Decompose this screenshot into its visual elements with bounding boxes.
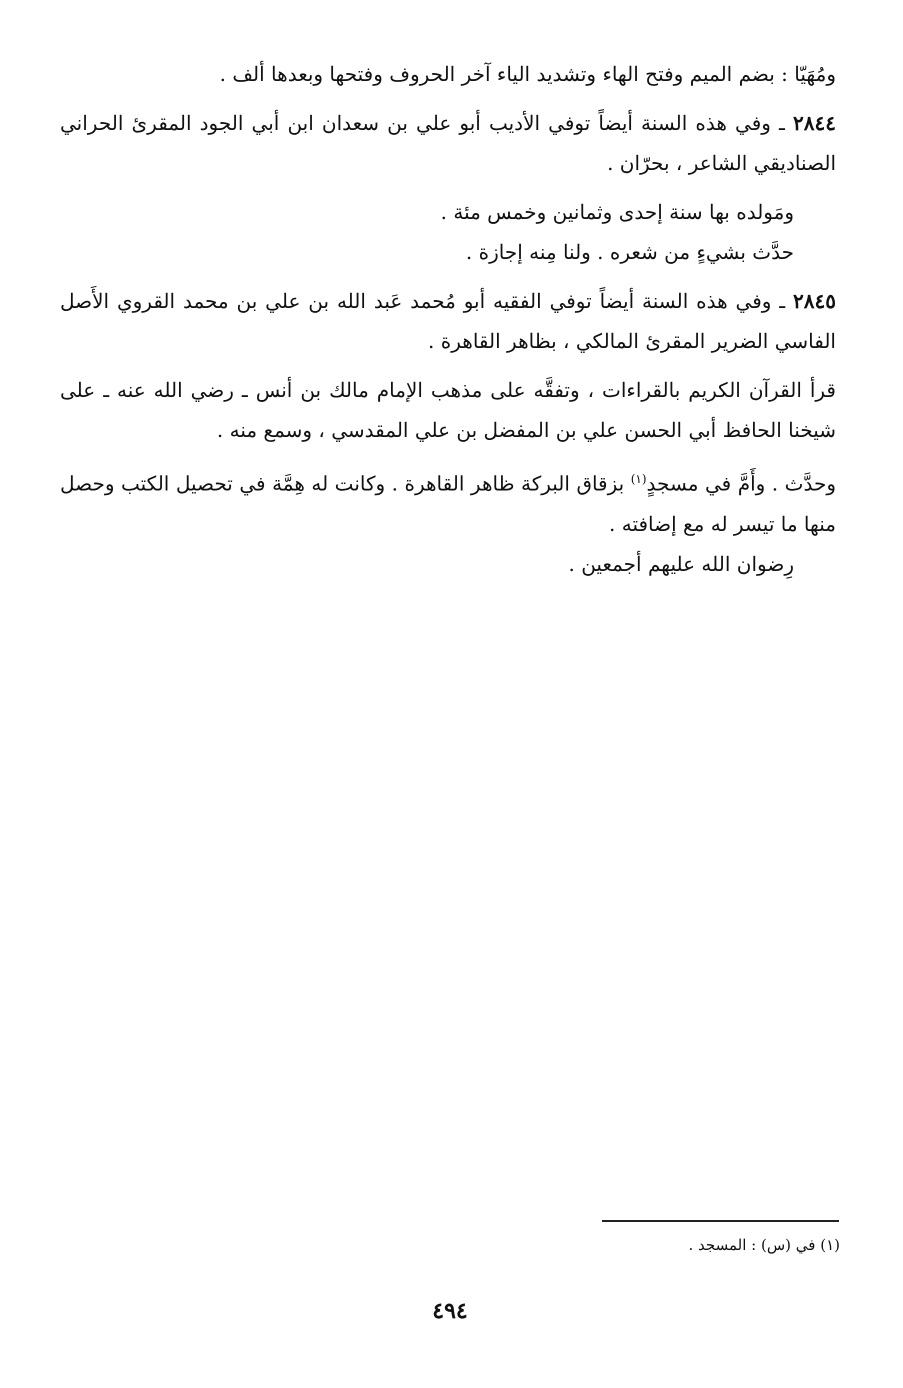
entry-2844-birth-text: ومَولده بها سنة إحدى وثمانين وخمس مئة . — [440, 200, 794, 224]
entry-2845-imam — [60, 459, 836, 544]
footnote-text: (١) في (س) : المسجد . — [688, 1236, 840, 1254]
entry-2845-closing — [60, 544, 836, 584]
paragraph-muhayya-text: ومُهَيّا : بضم الميم وفتح الهاء وتشديد الياء آخر الحروف وفتحها وبعدها ألف . — [219, 62, 836, 86]
entry-2844 — [60, 103, 836, 183]
entry-2845-study-text: قرأ القرآن الكريم بالقراءات ، وتفقَّه على مذهب الإمام مالك بن أنس ـ رضي الله عنه ـ على شيخنا الحافظ أبي الحسن علي بن المفضل بن علي المقدسي ، وسمع منه . — [60, 378, 836, 442]
entry-2844-ijaza — [60, 232, 836, 272]
footnote-reference[interactable]: (١) — [630, 472, 647, 486]
footnote — [560, 1232, 840, 1258]
entry-2844-number: ٢٨٤٤ — [793, 111, 837, 135]
main-text — [60, 54, 836, 593]
entry-2845-imam-before: وحدَّث . وأَمَّ في مسجدٍ — [646, 471, 836, 496]
entry-2845-imam-after: بزقاق البركة ظاهر القاهرة . وكانت له هِمَّة في تحصيل الكتب وحصل منها ما تيسر له مع إضافته . — [60, 471, 836, 536]
entry-2845-study — [60, 370, 836, 450]
entry-2845 — [60, 281, 836, 361]
entry-2844-birth — [60, 192, 836, 232]
page-number: ٤٩٤ — [432, 1298, 468, 1324]
entry-2845-number: ٢٨٤٥ — [793, 289, 836, 313]
entry-2844-ijaza-text: حدَّث بشيءٍ من شعره . ولنا مِنه إجازة . — [465, 240, 794, 264]
entry-2845-closing-text: رِضوان الله عليهم أجمعين . — [568, 551, 794, 576]
entry-2845-text: ـ وفي هذه السنة أيضاً توفي الفقيه أبو مُحمد عَبد الله بن علي بن محمد القروي الأَصل الفاسي الضرير المقرئ المالكي ، بظاهر القاهرة . — [60, 289, 836, 353]
paragraph-muhayya — [60, 54, 836, 94]
entry-2844-text: ـ وفي هذه السنة أيضاً توفي الأديب أبو علي بن سعدان ابن أبي الجود المقرئ الحراني الصناديقي الشاعر ، بحرّان . — [60, 111, 836, 175]
footnote-divider — [602, 1220, 839, 1222]
